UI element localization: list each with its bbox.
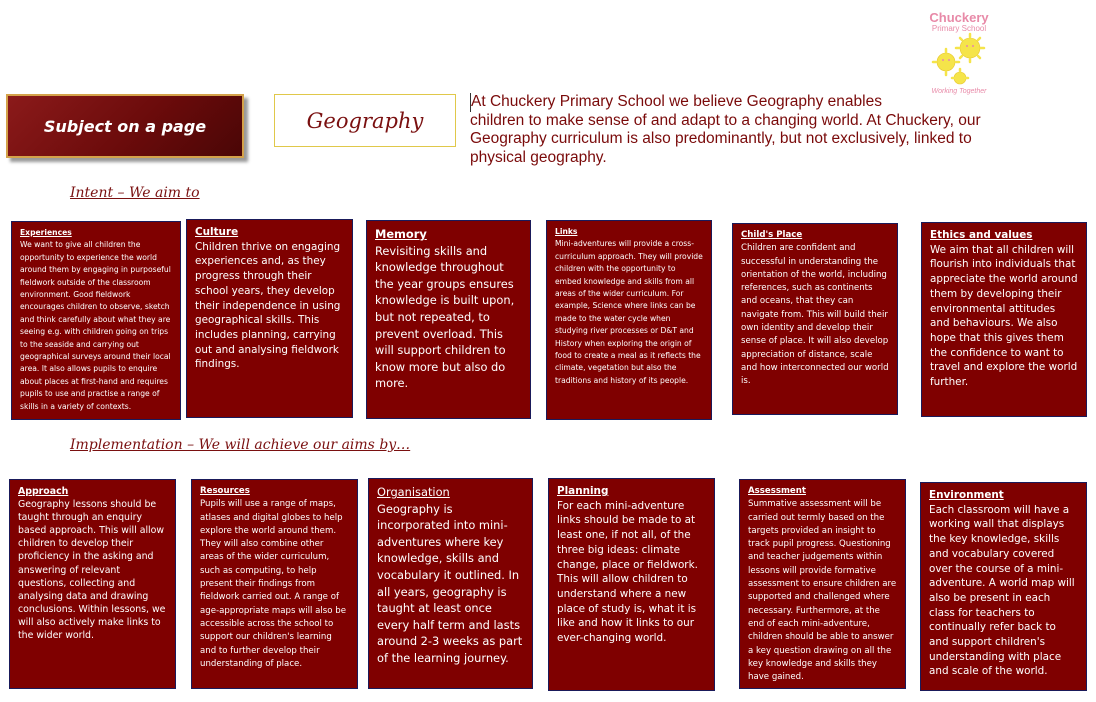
logo-subtitle: Primary School: [931, 24, 987, 33]
intro-text: children to make sense of and adapt to a changing world. At Chuckery, our Geography curriculum is also predominantly, but not exclusively, linked to physical geography.: [470, 111, 981, 166]
card-body: Revisiting skills and knowledge throughout the year groups ensures knowledge is built upon, but not repeated, to prevent overload. This will support children to know more but also do more.: [375, 243, 515, 391]
sun-flowers-icon: [928, 32, 990, 88]
card-body: Mini-adventures will provide a cross-curriculum approach. They will provide children with the opportunity to embed knowledge and skills from all areas of the wider curriculum. For example, Science where links can be made to the water cycle when studying river processes or D&T and History when exploring the origin of food to create a meal as it reflects the climate, vegetation but also the traditions and history of its people.: [555, 239, 703, 385]
intent-card-links: [546, 220, 712, 420]
card-body: Geography lessons should be taught through an enquiry based approach. This will allow children to develop their proficiency in the asking and answering of relevant questions, collecting and analysing data and drawing conclusions. Within lessons, we will also actively make links to the wider world.: [18, 499, 166, 642]
implementation-card-organisation: [368, 478, 533, 689]
card-title: Child's Place: [741, 230, 803, 240]
card-title: Ethics and values: [930, 229, 1033, 241]
card-title: Links: [555, 227, 578, 236]
card-title: Memory: [375, 227, 427, 241]
intent-heading: Intent – We aim to: [70, 185, 200, 201]
card-body: Each classroom will have a working wall that displays the key knowledge, skills and vocabulary covered over the course of a mini-adventure. A world map will also be present in each class for teachers to continually refer back to and support children's understanding with place and scale of the world.: [929, 503, 1075, 678]
intent-card-memory: [366, 220, 531, 419]
card-title: Experiences: [20, 228, 72, 237]
subject-on-a-page-banner: [6, 94, 244, 158]
logo-name: Chuckery: [929, 10, 989, 25]
subject-name: Geography: [306, 108, 424, 133]
intent-card-ethics-and-values: [921, 222, 1087, 417]
intent-card-childs-place: [732, 223, 898, 415]
card-title: Approach: [18, 486, 69, 497]
implementation-heading: Implementation – We will achieve our aims by…: [70, 437, 411, 453]
subject-label: Subject on a page: [43, 116, 207, 136]
implementation-card-environment: [920, 482, 1087, 691]
intro-statement: [470, 93, 1018, 167]
card-body: Pupils will use a range of maps, atlases and digital globes to help explore the world around them. They will also combine other areas of the wider curriculum, such as computing, to help present their findings from fieldwork carried out. A range of age-appropriate maps will also be accessible across the school to support our children's learning and to further develop their understanding of place.: [200, 499, 347, 669]
card-title: Culture: [195, 226, 239, 238]
school-logo: [924, 8, 994, 98]
card-title: Resources: [200, 486, 250, 496]
intent-card-culture: [186, 219, 353, 418]
intent-card-experiences: [11, 221, 181, 420]
card-title: Environment: [929, 489, 1004, 501]
implementation-card-planning: [548, 478, 715, 691]
intro-line-1: At Chuckery Primary School we believe Geography enables: [470, 93, 1018, 112]
card-body: We aim that all children will flourish into individuals that appreciate the world around them by developing their environmental attitudes and behaviours. We also hope that this gives them the confidence to want to travel and explore the world further.: [930, 243, 1078, 389]
card-body: Children are confident and successful in understanding the orientation of the world, including references, such as continents and oceans, that they can navigate from. This will build their own identity and develop their sense of place. It will also develop appreciation of distance, scale and how interconnected our world is.: [741, 243, 889, 387]
card-body: We want to give all children the opportunity to experience the world around them by engaging in purposeful fieldwork outside of the classroom environment. Good fieldwork encourages children to observe, sketch and think carefully about what they are seeing e.g. with children going on trips to the seaside and carrying out geographical surveys around their local area. It also allows pupils to enquire about places at first-hand and requires pupils to use and practise a range of skills in a variety of contexts.: [20, 240, 171, 411]
subject-name-box: [274, 94, 456, 147]
card-title: Organisation: [377, 485, 450, 499]
implementation-card-resources: [191, 479, 358, 689]
card-body: Children thrive on engaging experiences and, as they progress through their school years, they develop their independence in using geographical skills. This includes planning, carrying out and analysing fieldwork findings.: [195, 240, 341, 371]
card-title: Planning: [557, 485, 609, 497]
logo-tagline: Working Together: [931, 88, 987, 95]
card-title: Assessment: [748, 486, 806, 496]
card-body: Summative assessment will be carried out termly based on the targets provided an insight to track pupil progress. Questioning and teacher judgements within lessons will provide formative assessment to ensure children are supported and challenged where necessary. Furthermore, at the end of each mini-adventure, children should be able to answer a key question drawing on all the key knowledge and skills they have gained.: [748, 499, 897, 683]
card-body: For each mini-adventure links should be made to at least one, if not all, of the three big ideas: climate change, place or fieldwork. This will allow children to understand where a new place of study is, what it is like and how it links to our ever-changing world.: [557, 499, 698, 645]
card-body: Geography is incorporated into mini-adventures where key knowledge, skills and vocabulary it outlined. In all years, geography is taught at least once every half term and lasts around 2-3 weeks as part of the learning journey.: [377, 501, 523, 665]
implementation-card-assessment: [739, 479, 906, 689]
implementation-card-approach: [9, 479, 176, 689]
